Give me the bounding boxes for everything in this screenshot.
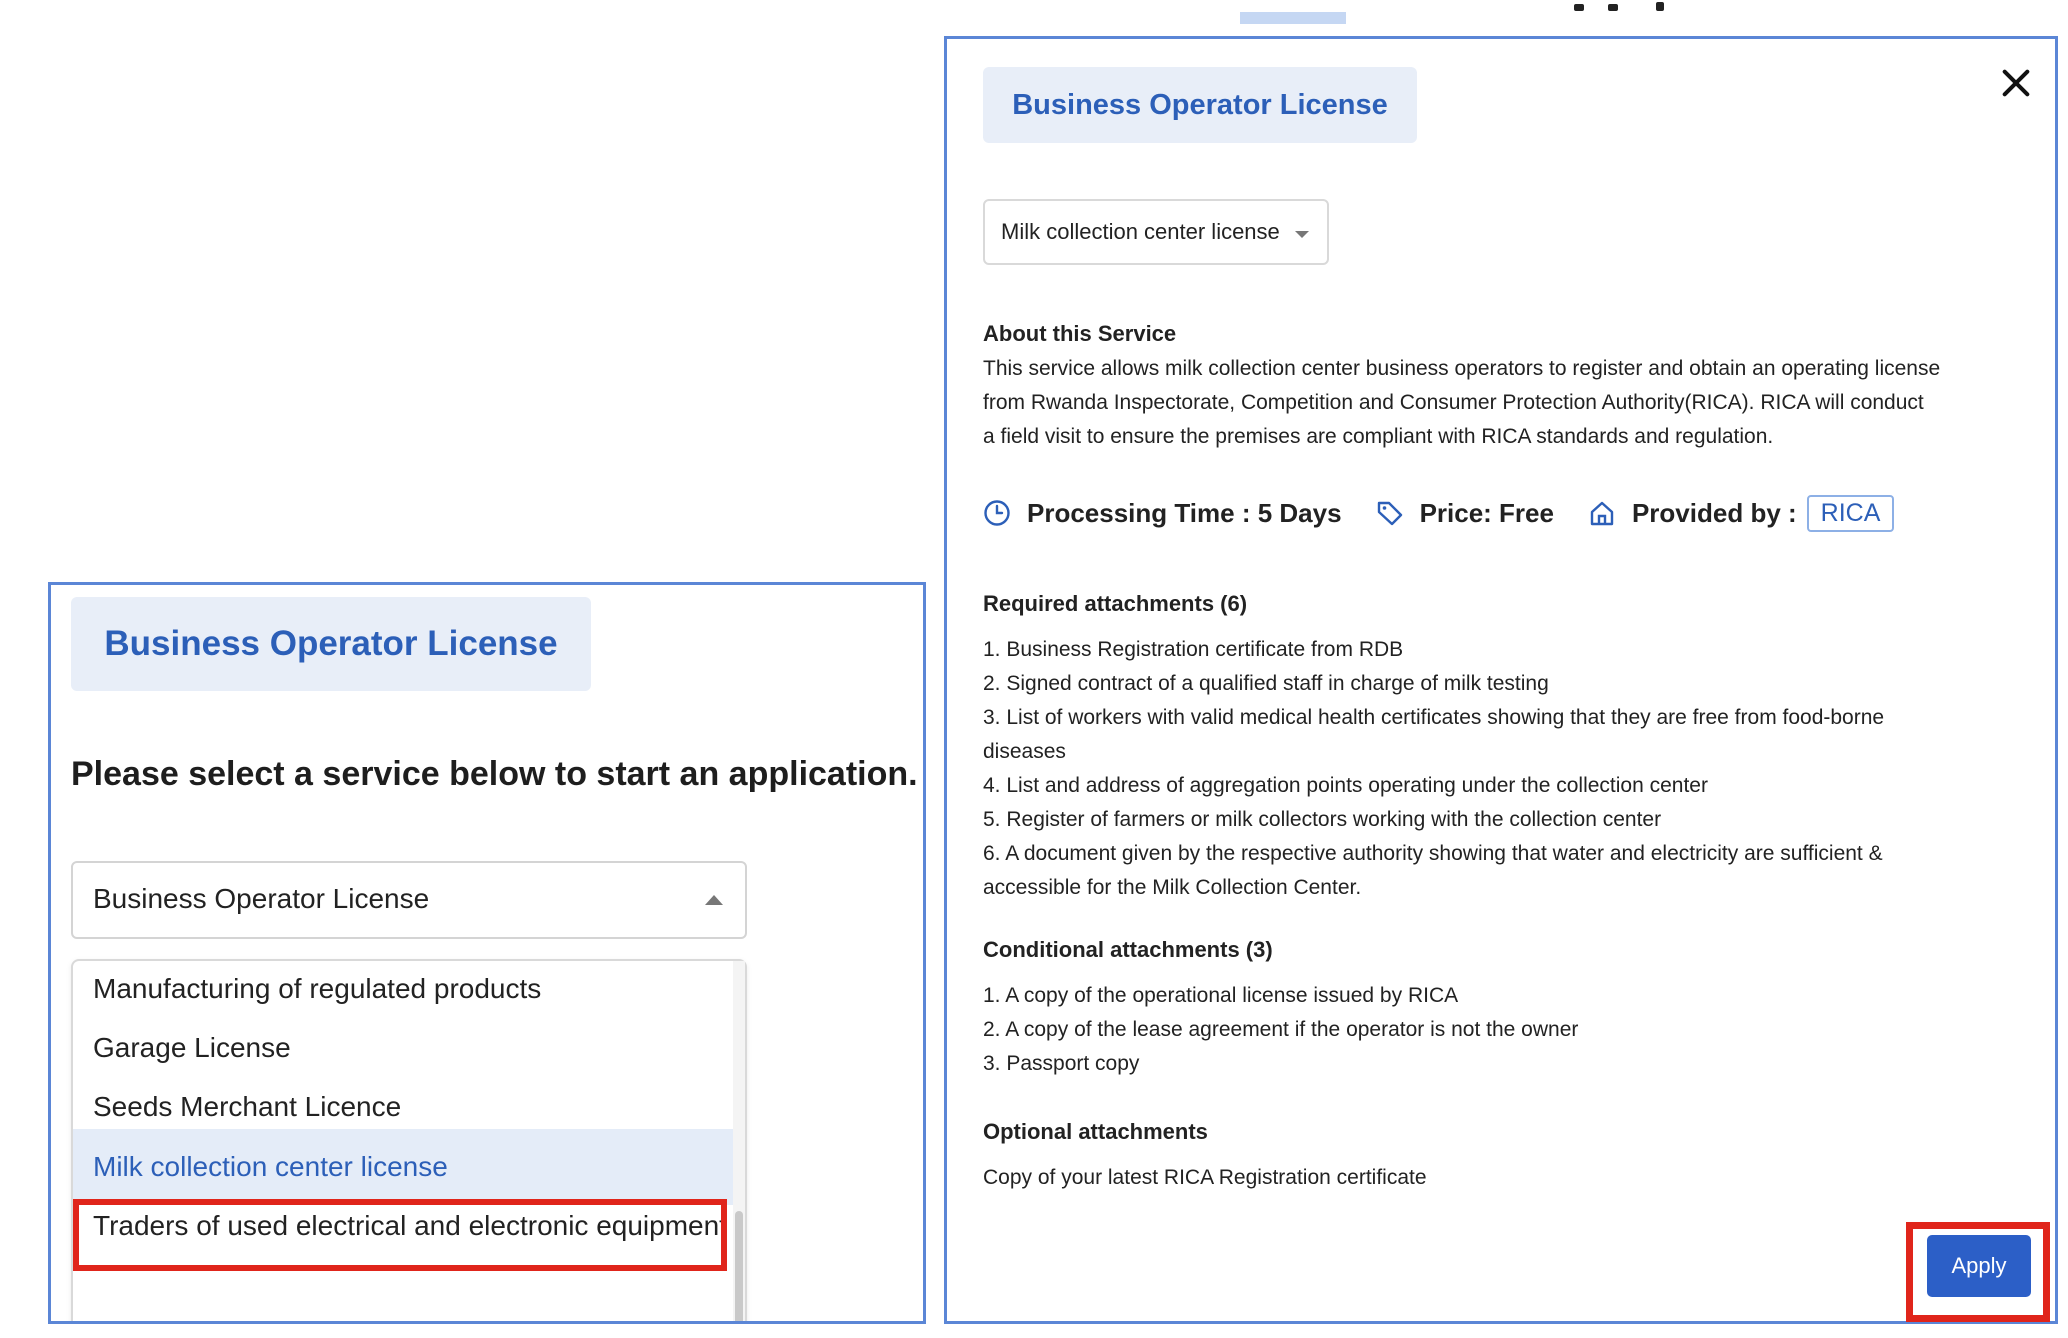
optional-item: Copy of your latest RICA Registration certificate	[983, 1166, 1427, 1189]
conditional-title: Conditional attachments (3)	[983, 937, 1273, 962]
conditional-item: 2. A copy of the lease agreement if the operator is not the owner	[983, 1018, 1579, 1041]
service-select-value: Milk collection center license	[1001, 219, 1280, 244]
price-tag-icon	[1376, 499, 1404, 527]
close-icon[interactable]	[2002, 69, 2030, 97]
required-item: 1. Business Registration certificate from RDB	[983, 638, 1404, 661]
category-tag: Business Operator License	[983, 67, 1417, 143]
processing-time: Processing Time : 5 Days	[1027, 497, 1342, 528]
provider-badge[interactable]: RICA	[1807, 495, 1895, 532]
service-option[interactable]: Traders of used electrical and electronic equipment	[93, 1210, 727, 1241]
service-select[interactable]	[983, 199, 1329, 265]
caret-up-icon	[705, 895, 723, 905]
clock-icon	[983, 499, 1011, 527]
category-tag: Business Operator License	[71, 597, 591, 691]
service-option[interactable]: Garage License	[93, 1032, 291, 1063]
required-item: accessible for the Milk Collection Center.	[983, 876, 1362, 899]
required-item: 4. List and address of aggregation points operating under the collection center	[983, 774, 1708, 797]
conditional-item: 3. Passport copy	[983, 1052, 1140, 1075]
about-line: This service allows milk collection center business operators to register and obtain an operating license	[983, 357, 1941, 380]
category-select[interactable]	[71, 861, 747, 939]
service-option[interactable]: Seeds Merchant Licence	[93, 1091, 402, 1122]
provided-by-label: Provided by :	[1631, 497, 1797, 528]
service-option[interactable]: Manufacturing of regulated products	[93, 973, 542, 1004]
required-item: 6. A document given by the respective authority showing that water and electricity are sufficient &	[983, 842, 1883, 865]
home-icon	[1588, 499, 1616, 527]
optional-title: Optional attachments	[983, 1119, 1208, 1144]
top-cropped-text	[1570, 0, 1680, 14]
caret-down-icon	[1295, 231, 1309, 238]
service-selection-panel	[48, 582, 926, 1324]
required-item: 5. Register of farmers or milk collectors working with the collection center	[983, 808, 1662, 831]
service-dropdown-list	[71, 959, 747, 1324]
required-title: Required attachments (6)	[983, 591, 1248, 616]
dropdown-scrollbar[interactable]	[733, 961, 745, 1324]
price: Price: Free	[1419, 497, 1554, 528]
apply-button[interactable]: Apply	[1927, 1235, 2031, 1297]
instruction-heading: Please select a service below to start an application.	[71, 755, 918, 793]
required-item: 2. Signed contract of a qualified staff in charge of milk testing	[983, 672, 1549, 695]
required-item: 3. List of workers with valid medical health certificates showing that they are free from food-borne	[983, 706, 1885, 729]
service-detail-panel	[944, 36, 2058, 1324]
service-option-selected[interactable]: Milk collection center license	[73, 1129, 733, 1205]
top-decoration	[1240, 12, 1346, 24]
about-line: from Rwanda Inspectorate, Competition and Consumer Protection Authority(RICA). RICA will conduct	[983, 391, 1924, 414]
about-line: a field visit to ensure the premises are compliant with RICA standards and regulation.	[983, 425, 1774, 448]
service-meta-row	[983, 493, 1894, 533]
category-select-value: Business Operator License	[93, 883, 430, 914]
conditional-item: 1. A copy of the operational license issued by RICA	[983, 984, 1459, 1007]
about-title: About this Service	[983, 321, 1177, 346]
required-item: diseases	[983, 740, 1066, 763]
scrollbar-thumb[interactable]	[735, 1211, 743, 1324]
